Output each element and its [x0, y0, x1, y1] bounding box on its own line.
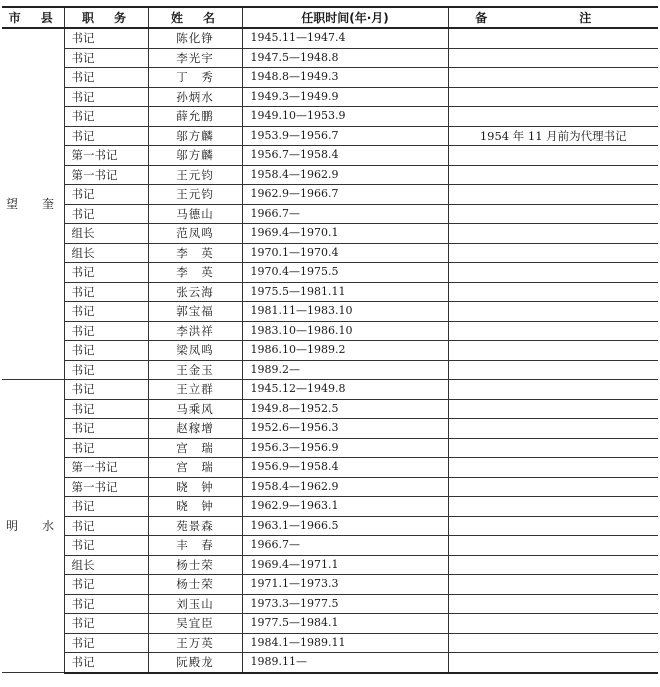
term-cell: 1962.9—1966.7	[242, 185, 448, 205]
name-cell: 范凤鸣	[148, 224, 242, 244]
term-cell: 1966.7—	[242, 204, 448, 224]
position-cell: 书记	[64, 204, 148, 224]
position-cell: 书记	[64, 438, 148, 458]
name-cell: 吴宜臣	[148, 614, 242, 634]
position-cell: 书记	[64, 302, 148, 322]
name-cell: 赵稼增	[148, 419, 242, 439]
table-row	[2, 438, 658, 458]
name-cell: 晓 钟	[148, 477, 242, 497]
name-cell: 郭宝福	[148, 302, 242, 322]
position-cell: 书记	[64, 497, 148, 517]
term-cell: 1963.1—1966.5	[242, 516, 448, 536]
name-cell: 薛允鹏	[148, 107, 242, 127]
term-cell: 1984.1—1989.11	[242, 633, 448, 653]
position-cell: 组长	[64, 224, 148, 244]
officials-table	[2, 6, 658, 674]
name-cell: 王金玉	[148, 360, 242, 380]
remark-cell	[448, 594, 658, 614]
position-cell: 书记	[64, 614, 148, 634]
remark-cell	[448, 165, 658, 185]
name-cell: 陈化铮	[148, 28, 242, 48]
position-cell: 书记	[64, 263, 148, 283]
table-row	[2, 263, 658, 283]
name-cell: 杨士荣	[148, 555, 242, 575]
header-term: 任职时间(年·月)	[242, 7, 448, 28]
position-cell: 书记	[64, 68, 148, 88]
remark-cell	[448, 575, 658, 595]
position-cell: 第一书记	[64, 477, 148, 497]
county-cell: 明 水	[2, 380, 64, 673]
position-cell: 书记	[64, 633, 148, 653]
name-cell: 李 英	[148, 263, 242, 283]
position-cell: 书记	[64, 536, 148, 556]
table-row	[2, 614, 658, 634]
term-cell: 1981.11—1983.10	[242, 302, 448, 322]
term-cell: 1956.7—1958.4	[242, 146, 448, 166]
table-row	[2, 477, 658, 497]
table-row	[2, 594, 658, 614]
name-cell: 孙炳水	[148, 87, 242, 107]
table-row	[2, 399, 658, 419]
table-row	[2, 68, 658, 88]
position-cell: 书记	[64, 516, 148, 536]
name-cell: 马乘风	[148, 399, 242, 419]
position-cell: 书记	[64, 28, 148, 48]
remark-cell	[448, 458, 658, 478]
name-cell: 晓 钟	[148, 497, 242, 517]
position-cell: 书记	[64, 360, 148, 380]
name-cell: 张云海	[148, 282, 242, 302]
remark-cell	[448, 516, 658, 536]
name-cell: 李光宇	[148, 48, 242, 68]
remark-cell	[448, 263, 658, 283]
term-cell: 1949.10—1953.9	[242, 107, 448, 127]
term-cell: 1969.4—1971.1	[242, 555, 448, 575]
table-row	[2, 87, 658, 107]
header-county: 市 县	[2, 7, 64, 28]
remark-cell	[448, 224, 658, 244]
table-row	[2, 282, 658, 302]
position-cell: 第一书记	[64, 146, 148, 166]
table-row	[2, 380, 658, 400]
name-cell: 邬方麟	[148, 126, 242, 146]
table-row	[2, 497, 658, 517]
name-cell: 邬方麟	[148, 146, 242, 166]
position-cell: 书记	[64, 48, 148, 68]
position-cell: 书记	[64, 107, 148, 127]
name-cell: 阮殿龙	[148, 653, 242, 673]
remark-cell	[448, 243, 658, 263]
position-cell: 书记	[64, 575, 148, 595]
header-position: 职 务	[64, 7, 148, 28]
position-cell: 书记	[64, 380, 148, 400]
term-cell: 1958.4—1962.9	[242, 165, 448, 185]
remark-cell	[448, 653, 658, 673]
position-cell: 书记	[64, 419, 148, 439]
remark-cell	[448, 477, 658, 497]
remark-cell	[448, 341, 658, 361]
table-row	[2, 146, 658, 166]
table-row	[2, 419, 658, 439]
remark-cell	[448, 614, 658, 634]
remark-cell	[448, 107, 658, 127]
term-cell: 1989.11—	[242, 653, 448, 673]
remark-cell	[448, 536, 658, 556]
table-row	[2, 165, 658, 185]
position-cell: 组长	[64, 555, 148, 575]
remark-cell	[448, 146, 658, 166]
position-cell: 组长	[64, 243, 148, 263]
name-cell: 王万英	[148, 633, 242, 653]
term-cell: 1952.6—1956.3	[242, 419, 448, 439]
term-cell: 1971.1—1973.3	[242, 575, 448, 595]
term-cell: 1983.10—1986.10	[242, 321, 448, 341]
term-cell: 1969.4—1970.1	[242, 224, 448, 244]
term-cell: 1962.9—1963.1	[242, 497, 448, 517]
name-cell: 丁 秀	[148, 68, 242, 88]
table-row	[2, 28, 658, 48]
remark-cell	[448, 204, 658, 224]
remark-cell	[448, 360, 658, 380]
term-cell: 1945.12—1949.8	[242, 380, 448, 400]
position-cell: 书记	[64, 321, 148, 341]
term-cell: 1958.4—1962.9	[242, 477, 448, 497]
remark-cell: 1954 年 11 月前为代理书记	[448, 126, 658, 146]
term-cell: 1986.10—1989.2	[242, 341, 448, 361]
table-row	[2, 243, 658, 263]
term-cell: 1966.7—	[242, 536, 448, 556]
position-cell: 书记	[64, 594, 148, 614]
remark-cell	[448, 497, 658, 517]
header-remark: 备 注	[448, 7, 658, 28]
position-cell: 书记	[64, 126, 148, 146]
term-cell: 1956.3—1956.9	[242, 438, 448, 458]
table-row	[2, 555, 658, 575]
name-cell: 刘玉山	[148, 594, 242, 614]
table-row	[2, 302, 658, 322]
name-cell: 王元钧	[148, 165, 242, 185]
table-row	[2, 516, 658, 536]
name-cell: 马德山	[148, 204, 242, 224]
position-cell: 第一书记	[64, 458, 148, 478]
remark-cell	[448, 282, 658, 302]
table-row	[2, 185, 658, 205]
position-cell: 书记	[64, 341, 148, 361]
remark-cell	[448, 48, 658, 68]
remark-cell	[448, 438, 658, 458]
table-row	[2, 224, 658, 244]
table-row	[2, 633, 658, 653]
remark-cell	[448, 185, 658, 205]
name-cell: 李 英	[148, 243, 242, 263]
table-row	[2, 48, 658, 68]
term-cell: 1977.5—1984.1	[242, 614, 448, 634]
name-cell: 丰 春	[148, 536, 242, 556]
remark-cell	[448, 87, 658, 107]
name-cell: 苑景森	[148, 516, 242, 536]
term-cell: 1948.8—1949.3	[242, 68, 448, 88]
county-cell: 望 奎	[2, 28, 64, 380]
table-row	[2, 575, 658, 595]
term-cell: 1970.1—1970.4	[242, 243, 448, 263]
remark-cell	[448, 419, 658, 439]
remark-cell	[448, 68, 658, 88]
position-cell: 书记	[64, 185, 148, 205]
table-row	[2, 536, 658, 556]
name-cell: 王元钧	[148, 185, 242, 205]
header-row	[2, 7, 658, 28]
remark-cell	[448, 555, 658, 575]
remark-cell	[448, 380, 658, 400]
table-row	[2, 360, 658, 380]
table-row	[2, 204, 658, 224]
table-row	[2, 458, 658, 478]
remark-cell	[448, 399, 658, 419]
remark-cell	[448, 633, 658, 653]
table-row	[2, 341, 658, 361]
term-cell: 1949.3—1949.9	[242, 87, 448, 107]
term-cell: 1947.5—1948.8	[242, 48, 448, 68]
term-cell: 1945.11—1947.4	[242, 28, 448, 48]
remark-cell	[448, 28, 658, 48]
name-cell: 李洪祥	[148, 321, 242, 341]
position-cell: 书记	[64, 399, 148, 419]
table-body	[2, 28, 658, 673]
position-cell: 书记	[64, 282, 148, 302]
table-row	[2, 321, 658, 341]
term-cell: 1956.9—1958.4	[242, 458, 448, 478]
name-cell: 宫 瑞	[148, 438, 242, 458]
term-cell: 1989.2—	[242, 360, 448, 380]
term-cell: 1973.3—1977.5	[242, 594, 448, 614]
term-cell: 1949.8—1952.5	[242, 399, 448, 419]
term-cell: 1975.5—1981.11	[242, 282, 448, 302]
name-cell: 宫 瑞	[148, 458, 242, 478]
table-row	[2, 107, 658, 127]
remark-cell	[448, 302, 658, 322]
table-row	[2, 126, 658, 146]
term-cell: 1953.9—1956.7	[242, 126, 448, 146]
term-cell: 1970.4—1975.5	[242, 263, 448, 283]
header-name: 姓 名	[148, 7, 242, 28]
table-row	[2, 653, 658, 673]
position-cell: 第一书记	[64, 165, 148, 185]
remark-cell	[448, 321, 658, 341]
name-cell: 王立群	[148, 380, 242, 400]
position-cell: 书记	[64, 87, 148, 107]
name-cell: 杨士荣	[148, 575, 242, 595]
position-cell: 书记	[64, 653, 148, 673]
name-cell: 梁凤鸣	[148, 341, 242, 361]
